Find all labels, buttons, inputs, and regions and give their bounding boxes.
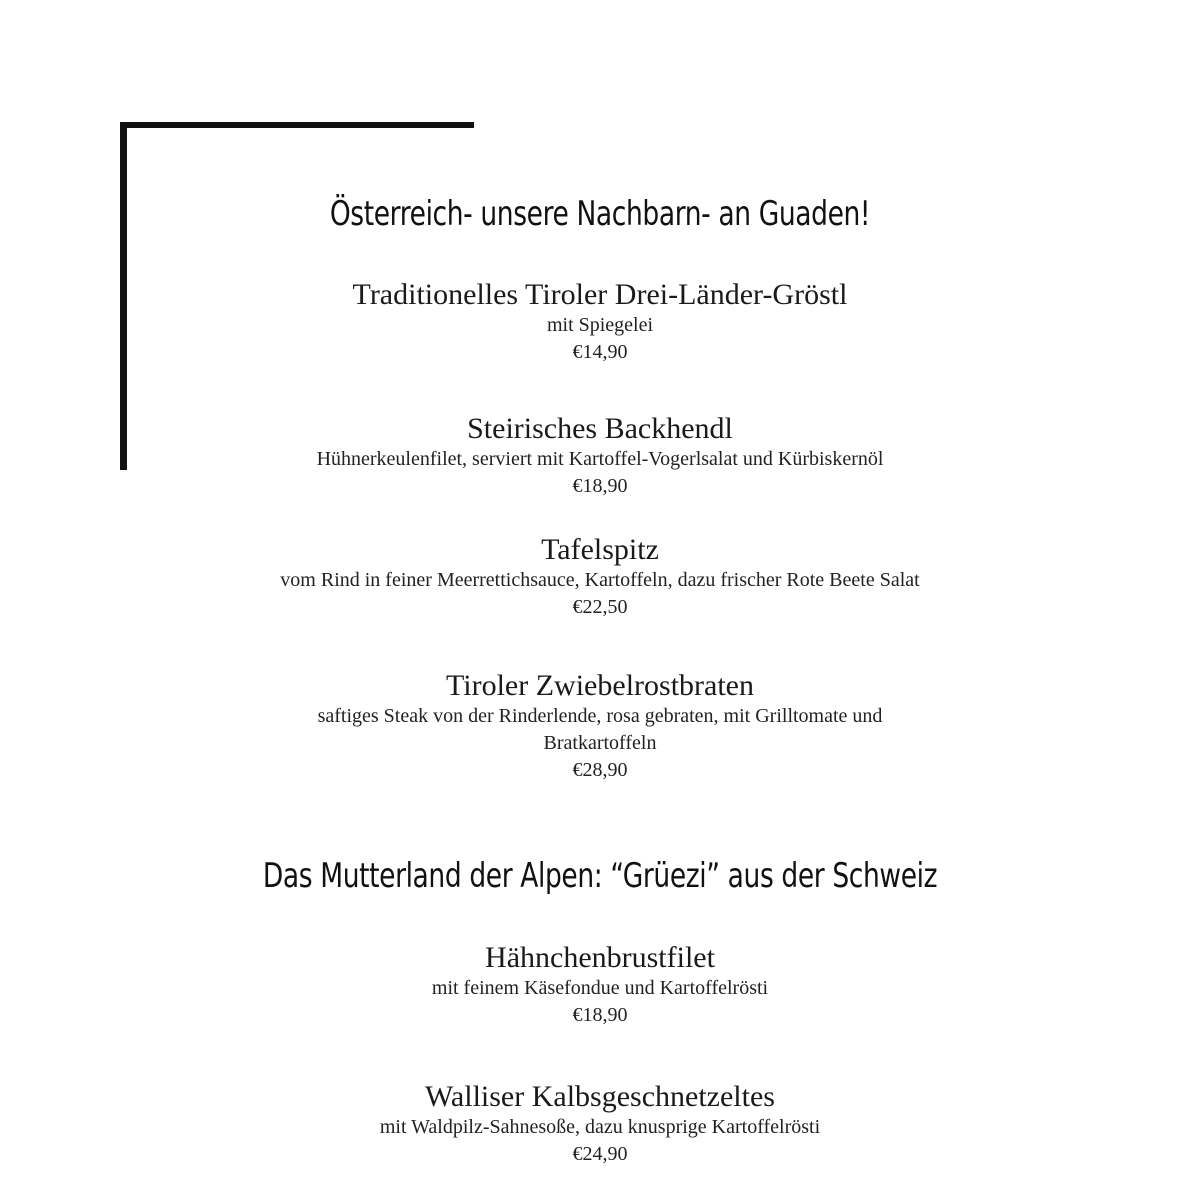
menu-item-name: Traditionelles Tiroler Drei-Länder-Gröstl [352,278,848,311]
menu-item-kalbsgeschnetzeltes [200,1080,1000,1168]
corner-frame-top-line [120,122,474,128]
menu-item-zwiebelrostbraten [200,669,1000,784]
menu-item-groestl [200,278,1000,366]
section-title-switzerland: Das Mutterland der Alpen: “Grüezi” aus der Schweiz [262,856,938,896]
menu-item-description: mit Waldpilz-Sahnesoße, dazu knusprige Kartoffelrösti [379,1116,821,1138]
corner-frame-left-line [120,122,127,470]
section-title-austria: Österreich- unsere Nachbarn- an Guaden! [329,194,871,234]
menu-item-description-line1: saftiges Steak von der Rinderlende, rosa gebraten, mit Grilltomate und [317,705,883,727]
menu-item-price: €28,90 [572,759,628,781]
menu-item-name: Steirisches Backhendl [467,412,733,445]
menu-item-price: €22,50 [572,596,628,618]
menu-item-price: €24,90 [572,1143,628,1165]
menu-item-price: €18,90 [572,475,628,497]
menu-item-name: Walliser Kalbsgeschnetzeltes [425,1080,775,1113]
menu-item-description: mit Spiegelei [546,314,654,336]
menu-item-description: vom Rind in feiner Meerrettichsauce, Kartoffeln, dazu frischer Rote Beete Salat [280,569,920,591]
menu-item-haehnchenbrustfilet [200,941,1000,1029]
menu-item-tafelspitz [150,533,1050,621]
menu-item-name: Hähnchenbrustfilet [485,941,715,974]
menu-item-description-line2: Bratkartoffeln [543,732,657,754]
menu-item-price: €18,90 [572,1004,628,1026]
menu-item-description: mit feinem Käsefondue und Kartoffelrösti [431,977,769,999]
menu-item-name: Tiroler Zwiebelrostbraten [446,669,754,702]
menu-item-backhendl [200,412,1000,500]
menu-item-price: €14,90 [572,341,628,363]
menu-item-description: Hühnerkeulenfilet, serviert mit Kartoffel-Vogerlsalat und Kürbiskernöl [316,448,884,470]
menu-item-name: Tafelspitz [541,533,659,566]
